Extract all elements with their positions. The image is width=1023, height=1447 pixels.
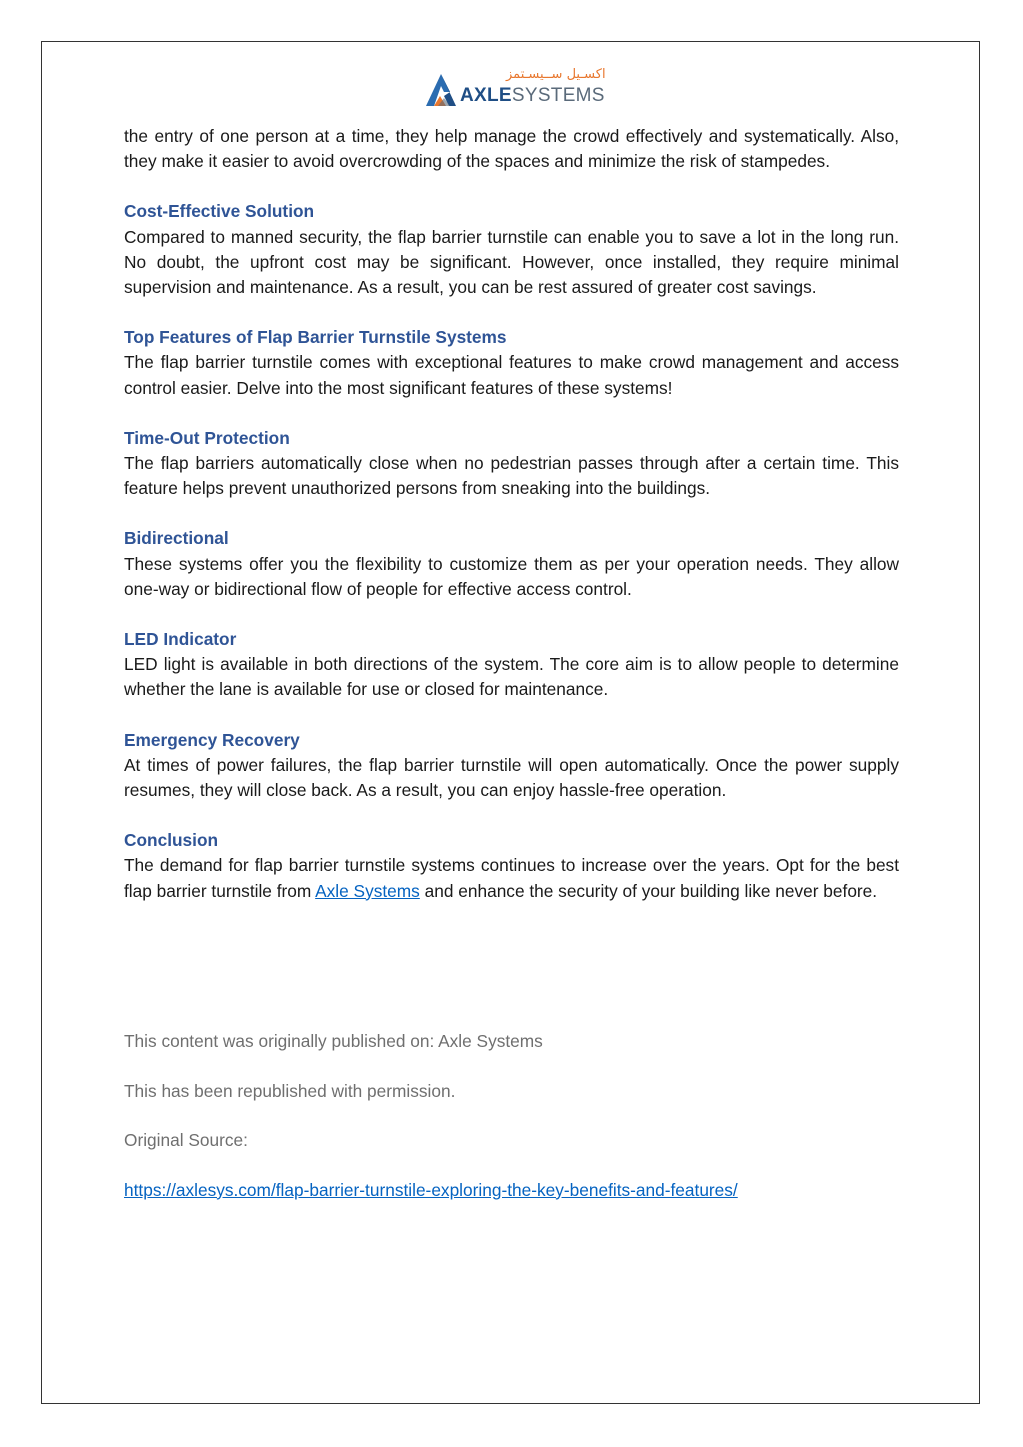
section-heading: Top Features of Flap Barrier Turnstile Systems [124, 327, 507, 348]
axle-systems-link[interactable]: Axle Systems [315, 880, 420, 901]
section-emergency-recovery [124, 728, 899, 804]
section-top-features [124, 325, 899, 401]
section-time-out-protection [124, 426, 899, 502]
section-conclusion [124, 828, 899, 904]
conclusion-text-after: and enhance the security of your building like never before. [419, 880, 878, 901]
section-heading: Conclusion [124, 830, 219, 851]
section-body: The flap barriers automatically close when no pedestrian passes through after a certain time. This feature helps prevent unauthorized persons from sneaking into the buildings. [124, 453, 899, 499]
logo-wordmark [460, 85, 605, 107]
section-led-indicator [124, 627, 899, 703]
section-bidirectional [124, 526, 899, 602]
document-body [124, 124, 899, 904]
section-body: Compared to manned security, the flap barrier turnstile can enable you to save a lot in the long run. No doubt, the upfront cost may be significant. However, once installed, they require minimal supervision and maintenance. As a result, you can be rest assured of greater cost savings. [124, 226, 899, 298]
source-url-link[interactable]: https://axlesys.com/flap-barrier-turnstile-exploring-the-key-benefits-and-features/ [124, 1179, 738, 1200]
conclusion-text-before: The demand for flap barrier turnstile systems continues to increase over the years. Opt for the best flap barrier turnstile from [124, 855, 899, 901]
source-label: Original Source: [124, 1130, 248, 1150]
axle-systems-logo [424, 67, 606, 110]
section-heading: LED Indicator [124, 629, 237, 650]
section-heading: Time-Out Protection [124, 427, 290, 448]
section-body: The flap barrier turnstile comes with exceptional features to make crowd management and access control easier. Delve into the most significant features of these systems! [124, 352, 899, 398]
section-body: LED light is available in both directions of the system. The core aim is to allow people to determine whether the lane is available for use or closed for maintenance. [124, 654, 899, 700]
section-heading: Cost-Effective Solution [124, 201, 315, 222]
republish-footer [124, 1029, 899, 1227]
published-note: This content was originally published on: Axle Systems [124, 1031, 543, 1051]
section-body: At times of power failures, the flap barrier turnstile will open automatically. Once the power supply resumes, they will close back. As a result, you can enjoy hassle-free operation. [124, 754, 899, 801]
section-heading: Emergency Recovery [124, 729, 300, 750]
section-body [124, 853, 899, 903]
section-heading: Bidirectional [124, 528, 229, 549]
republished-note: This has been republished with permission. [124, 1080, 456, 1101]
intro-paragraph: the entry of one person at a time, they help manage the crowd effectively and systematically. Also, they make it easier to avoid overcrowding of the spaces and minimize the risk of stampedes. [124, 126, 899, 172]
logo-brand-bold: AXLE [460, 85, 512, 106]
logo-arabic-text: اكسـيل ســيسـتمز [506, 67, 606, 82]
section-cost-effective [124, 199, 899, 300]
logo-brand-light: SYSTEMS [511, 85, 605, 106]
section-body: These systems offer you the flexibility to customize them as per your operation needs. They allow one-way or bidirectional flow of people for effective access control. [124, 553, 899, 599]
